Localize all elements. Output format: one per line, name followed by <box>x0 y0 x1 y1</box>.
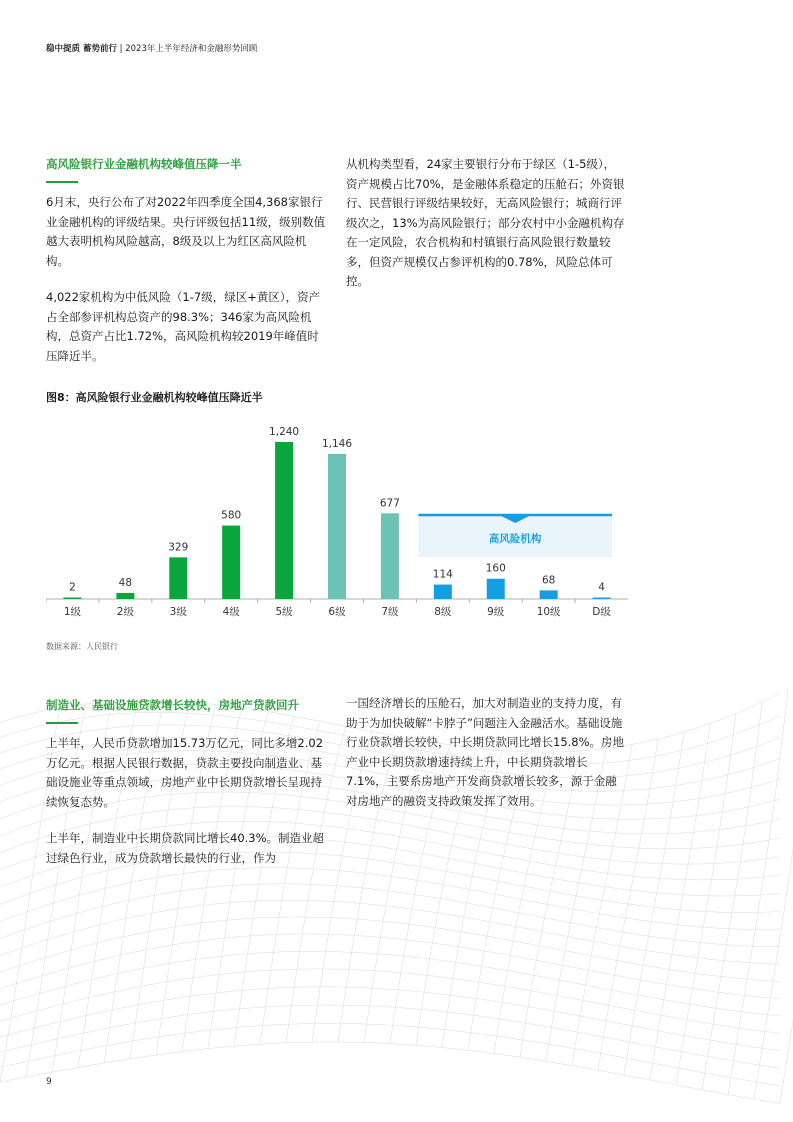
x-tick-label-9级: 9级 <box>487 606 505 618</box>
value-label-10级: 68 <box>541 574 556 587</box>
x-tick-label-8级: 8级 <box>434 606 452 618</box>
bar-chart <box>46 405 628 630</box>
x-tick-label-10级: 10级 <box>536 606 561 618</box>
bar-4级 <box>222 526 240 599</box>
bar-5级 <box>275 442 293 599</box>
bar-10级 <box>540 590 558 599</box>
section2-title: 制造业、基础设施贷款增长较快，房地产贷款回升 <box>46 698 299 712</box>
bar-7级 <box>381 513 399 599</box>
value-label-5级: 1,240 <box>269 426 300 438</box>
value-label-9级: 160 <box>485 562 506 575</box>
section1-title-rule <box>46 181 78 183</box>
bar-2级 <box>116 593 134 599</box>
section2-paragraph-1: 上半年，人民币贷款增加15.73万亿元，同比多增2.02万亿元。根据人民银行数据，贷款主要投向制造业、基础设施业等重点领域，房地产业中长期贷款增长呈现持续恢复态势。 <box>46 736 324 809</box>
section1-title: 高风险银行业金融机构较峰值压降一半 <box>46 157 242 171</box>
bar-6级 <box>328 454 346 599</box>
value-label-2级: 48 <box>118 576 133 589</box>
bar-3级 <box>169 557 187 599</box>
section2-paragraph-2: 上半年，制造业中长期贷款同比增长40.3%。制造业超过绿色行业，成为贷款增长最快的行业，作为 <box>46 831 325 865</box>
x-tick-label-7级: 7级 <box>381 606 399 618</box>
header-subtitle: | 2023年上半年经济和金融形势回顾 <box>116 44 258 54</box>
figure-title: 图8：高风险银行业金融机构较峰值压降近半 <box>46 391 263 404</box>
bar-8级 <box>434 585 452 599</box>
header-title: 稳中提质 蓄势前行 <box>46 44 117 54</box>
bar-9级 <box>487 579 505 599</box>
section2-left-column <box>46 697 326 885</box>
x-tick-label-2级: 2级 <box>116 606 134 618</box>
annotation-label: 高风险机构 <box>488 533 542 545</box>
x-tick-label-4级: 4级 <box>222 606 240 618</box>
value-label-3级: 329 <box>168 541 189 554</box>
x-tick-label-6级: 6级 <box>328 606 346 618</box>
x-tick-label-D级: D级 <box>592 606 611 618</box>
x-tick-label-1级: 1级 <box>63 606 82 618</box>
value-label-7级: 677 <box>379 497 400 510</box>
value-label-D级: 4 <box>598 581 605 594</box>
section1-left-column <box>46 156 326 383</box>
x-tick-label-3级: 3级 <box>169 606 187 618</box>
value-label-4级: 580 <box>221 509 242 522</box>
section1-paragraph-1: 6月末，央行公布了对2022年四季度全国4,368家银行业金融机构的评级结果。央行评级包括11级，级别数值越大表明机构风险越高，8级及以上为红区高风险机构。 <box>46 195 326 268</box>
section2-paragraph-3: 一国经济增长的压舱石，加大对制造业的支持力度，有助于为加快破解“卡脖子”问题注入金融活水。基础设施行业贷款增长较快，中长期贷款同比增长15.8%。房地产业中长期贷款增速持续上升，中长期贷款增长7.1%，主要系房地产开发商贷款增长较多，源于金融对房地产的融资支持政策发挥了效用。 <box>346 696 625 808</box>
running-header <box>46 42 257 54</box>
section2-right-column <box>346 694 626 828</box>
page-number: 9 <box>46 1077 52 1087</box>
value-label-8级: 114 <box>432 568 453 581</box>
section1-paragraph-2: 4,022家机构为中低风险（1-7级，绿区+黄区），资产占全部参评机构总资产的98.3%；346家为高风险机构，总资产占比1.72%，高风险机构较2019年峰值时压降近半。 <box>46 290 321 363</box>
bar-D级 <box>593 598 611 600</box>
bar-1级 <box>63 598 81 600</box>
section1-right-column <box>346 155 626 309</box>
figure-source: 数据来源：人民银行 <box>46 642 118 651</box>
x-tick-label-5级: 5级 <box>275 606 293 618</box>
section2-title-rule <box>46 722 78 724</box>
value-label-1级: 2 <box>69 581 76 594</box>
value-label-6级: 1,146 <box>321 437 353 450</box>
section1-paragraph-3: 从机构类型看，24家主要银行分布于绿区（1-5级），资产规模占比70%，是金融体系稳定的压舱石；外资银行、民营银行评级结果较好，无高风险银行；城商行评级次之，13%为高风险银行；部分农村中小金融机构存在一定风险，农合机构和村镇银行高风险银行数量较多，但资产规模仅占参评机构的0.78%，风险总体可控。 <box>346 157 625 288</box>
